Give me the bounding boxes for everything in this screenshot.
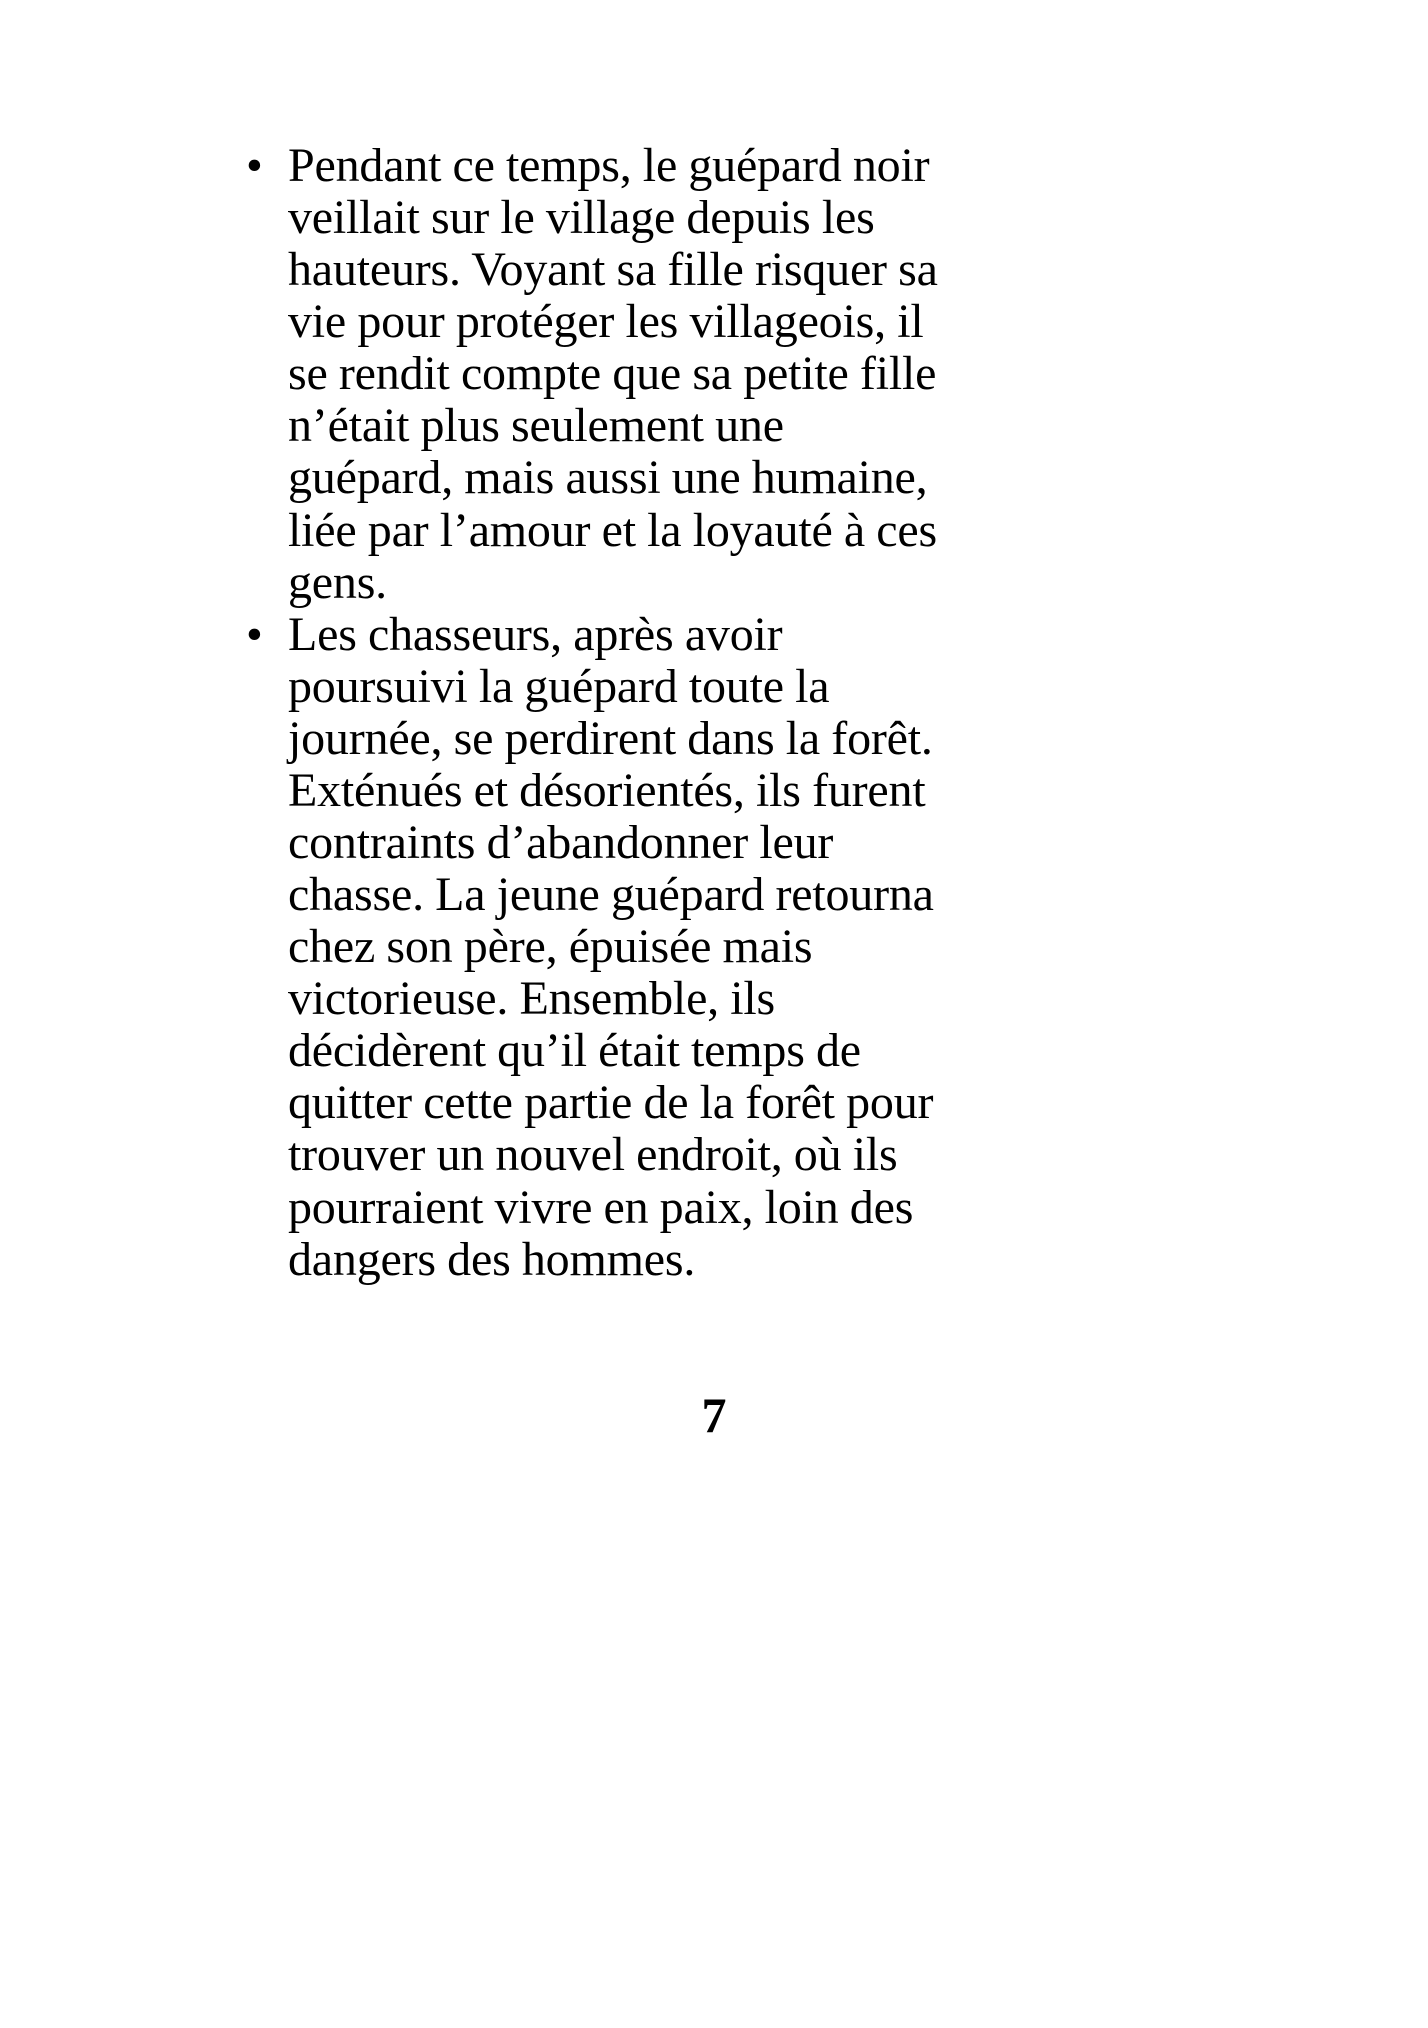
list-item — [238, 609, 938, 1286]
bullet-point-icon: • — [246, 607, 263, 661]
page-content — [238, 140, 938, 1286]
list-item — [238, 140, 938, 609]
bullet-list — [238, 140, 938, 1286]
page-number: 7 — [701, 1387, 727, 1443]
list-item-text: Les chasseurs, après avoir poursuivi la guépard toute la journée, se perdirent dans la forêt. Exténués et désorientés, ils furent contraints d’abandonner leur chasse. La jeune guépard retourna chez son père, épuisée mais victorieuse. Ensemble, ils décidèrent qu’il était temps de quitter cette partie de la forêt pour trouver un nouvel endroit, où ils pourraient vivre en paix, loin des dangers des hommes. — [288, 607, 934, 1286]
bullet-point-icon: • — [246, 139, 263, 192]
list-item-text: Pendant ce temps, le guépard noir veillait sur le village depuis les hauteurs. Voyant sa fille risquer sa vie pour protéger les villageois, il se rendit compte que sa petite fille n’était plus seulement une guépard, mais aussi une humaine, liée par l’amour et la loyauté à ces gens. — [288, 139, 938, 609]
